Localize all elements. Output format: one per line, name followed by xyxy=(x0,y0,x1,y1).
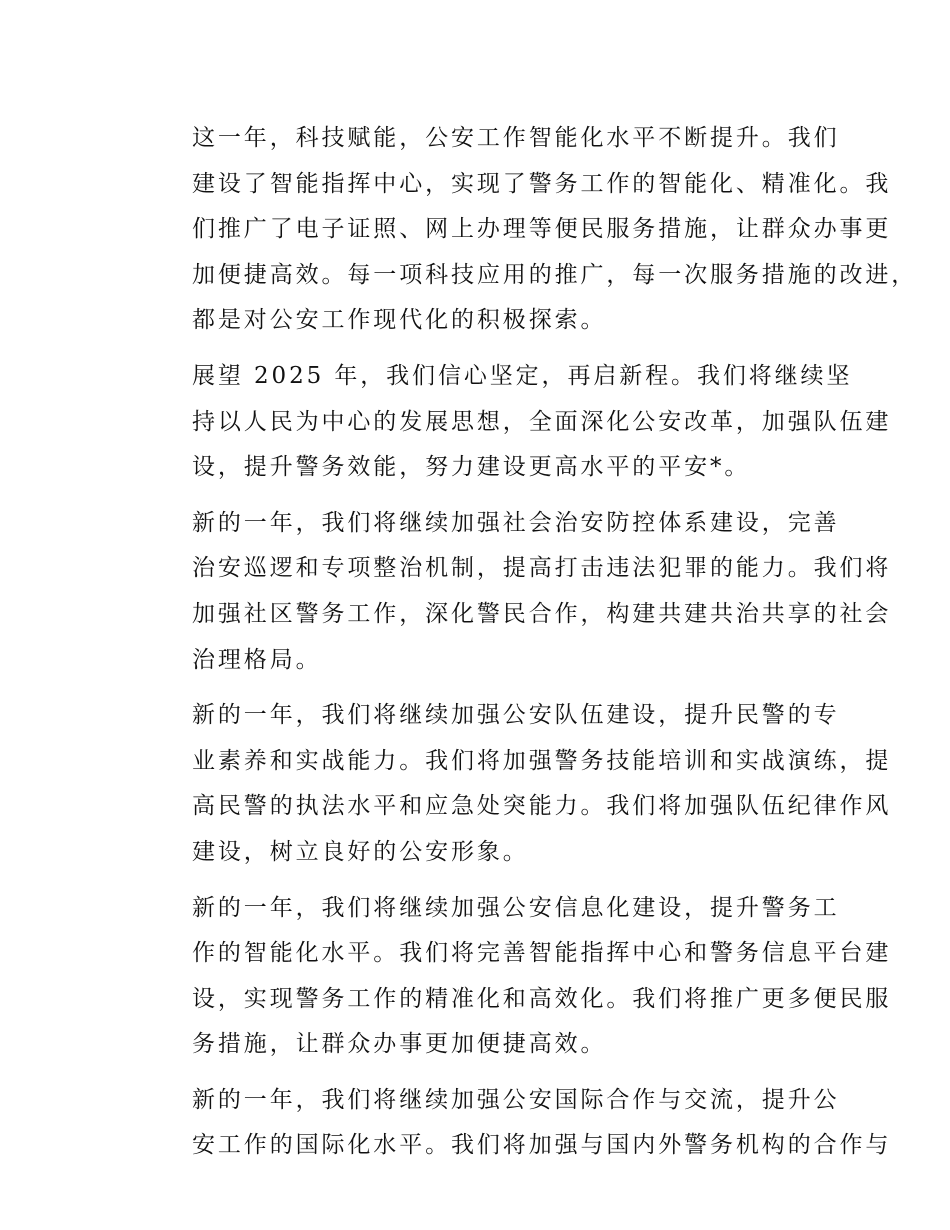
text-line: 新的一年，我们将继续加强公安国际合作与交流，提升公 xyxy=(192,1086,840,1113)
text-line: 建设，树立良好的公安形象。 xyxy=(192,838,529,865)
text-line: 新的一年，我们将继续加强社会治安防控体系建设，完善 xyxy=(192,509,840,536)
text-line: 这一年，科技赋能，公安工作智能化水平不断提升。我们 xyxy=(192,125,840,151)
text-line: 作的智能化水平。我们将完善智能指挥中心和警务信息平台建 xyxy=(192,940,892,967)
text-line: 展望 2025 年，我们信心坚定，再启新程。我们将继续坚 xyxy=(192,362,853,389)
text-line: 务措施，让群众办事更加便捷高效。 xyxy=(192,1031,607,1058)
text-line: 业素养和实战能力。我们将加强警务技能培训和实战演练，提 xyxy=(192,747,892,774)
paragraph-team-building xyxy=(142,693,892,875)
text-line: 高民警的执法水平和应急处突能力。我们将加强队伍纪律作风 xyxy=(192,793,892,820)
text-line: 治理格局。 xyxy=(192,646,322,673)
text-line: 都是对公安工作现代化的积极探索。 xyxy=(192,307,607,334)
text-line: 新的一年，我们将继续加强公安信息化建设，提升警务工 xyxy=(192,894,840,921)
document-body xyxy=(142,116,918,1179)
text-line: 设，实现警务工作的精准化和高效化。我们将推广更多便民服 xyxy=(192,985,892,1012)
text-line: 新的一年，我们将继续加强公安队伍建设，提升民警的专 xyxy=(192,702,840,729)
paragraph-outlook-2025 xyxy=(142,354,892,491)
text-line: 持以人民为中心的发展思想，全面深化公安改革，加强队伍建 xyxy=(192,408,892,435)
text-line: 安工作的国际化水平。我们将加强与国内外警务机构的合作与 xyxy=(192,1132,892,1159)
text-line: 设，提升警务效能，努力建设更高水平的平安*。 xyxy=(192,454,751,481)
paragraph-informatization xyxy=(142,886,892,1068)
text-line: 加便捷高效。每一项科技应用的推广，每一次服务措施的改进， xyxy=(192,261,918,288)
text-line: 加强社区警务工作，深化警民合作，构建共建共治共享的社会 xyxy=(192,600,892,627)
text-line: 治安巡逻和专项整治机制，提高打击违法犯罪的能力。我们将 xyxy=(192,555,892,582)
paragraph-international-cooperation xyxy=(142,1078,892,1169)
paragraph-public-security-system xyxy=(142,501,892,683)
text-line: 们推广了电子证照、网上办理等便民服务措施，让群众办事更 xyxy=(192,216,892,243)
paragraph-tech-empowerment xyxy=(142,116,918,344)
text-line: 建设了智能指挥中心，实现了警务工作的智能化、精准化。我 xyxy=(192,170,892,197)
